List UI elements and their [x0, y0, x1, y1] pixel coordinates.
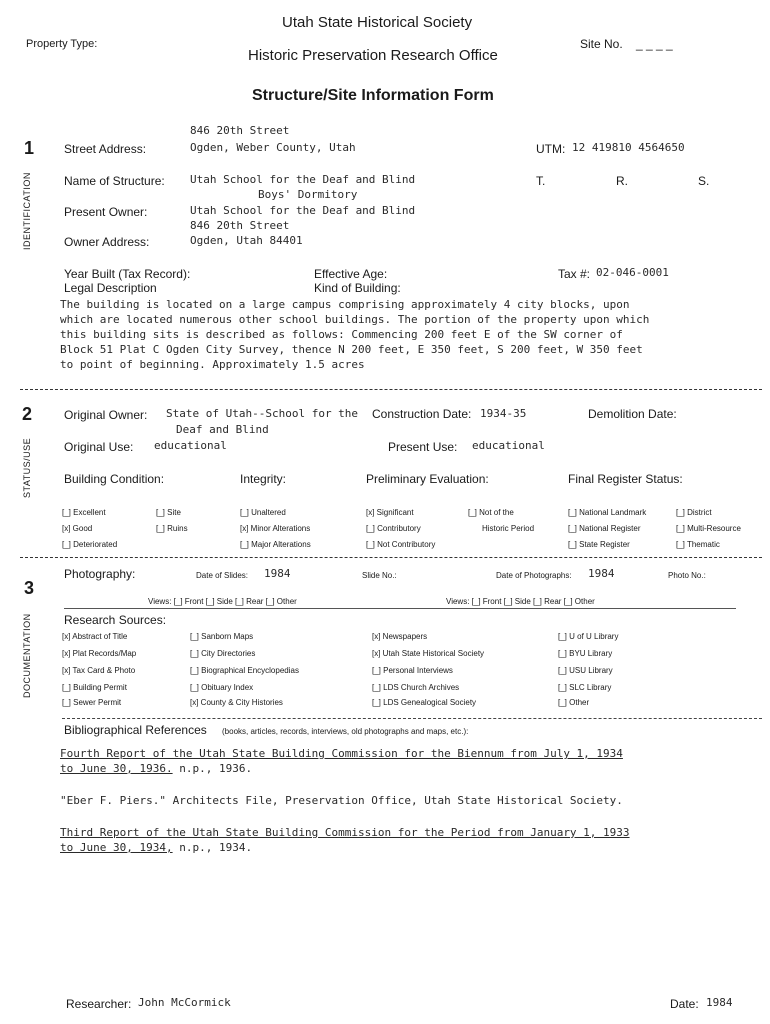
source-option[interactable]: [x] County & City Histories — [190, 698, 283, 707]
effective-age-label: Effective Age: — [314, 267, 388, 281]
preliminary-evaluation-label: Preliminary Evaluation: — [366, 472, 489, 486]
legal-line: this building sits is described as follows: Commencing 200 feet E of the SW corner of — [60, 328, 623, 341]
reference-3-title-cont: to June 30, 1934, — [60, 841, 173, 854]
final-register-label: Final Register Status: — [568, 472, 683, 486]
site-no-label: Site No. — [580, 37, 623, 51]
date-label: Date: — [670, 997, 699, 1011]
source-option[interactable]: [_] Personal Interviews — [372, 666, 453, 675]
condition-option[interactable]: [_] Excellent — [62, 508, 106, 517]
owner-address-value: Ogden, Utah 84401 — [190, 234, 303, 247]
evaluation-option[interactable]: [_] Not of the — [468, 508, 514, 517]
reference-1-title: Fourth Report of the Utah State Building Commission for the Biennum from July 1, 1934 — [60, 747, 623, 760]
integrity-label: Integrity: — [240, 472, 287, 486]
source-option[interactable]: [x] Plat Records/Map — [62, 649, 137, 658]
final-status-option[interactable]: [_] State Register — [568, 540, 630, 549]
kind-of-building-label: Kind of Building: — [314, 281, 401, 295]
sources-divider — [62, 718, 762, 719]
condition-option[interactable]: [_] Deteriorated — [62, 540, 118, 549]
name-of-structure-line2: Boys' Dormitory — [258, 188, 358, 201]
reference-3-line2 — [60, 840, 630, 855]
reference-1-line2 — [60, 761, 623, 776]
date-of-photographs-value: 1984 — [588, 567, 615, 580]
condition-option[interactable]: [_] Ruins — [156, 524, 188, 533]
source-option[interactable]: [_] Building Permit — [62, 683, 127, 692]
source-option[interactable]: [x] Abstract of Title — [62, 632, 128, 641]
source-option[interactable]: [_] Sewer Permit — [62, 698, 122, 707]
construction-date-value: 1934-35 — [480, 407, 527, 420]
integrity-option[interactable]: [x] Minor Alterations — [240, 524, 311, 533]
section-2-label: STATUS/USE — [22, 437, 32, 498]
legal-description-text — [60, 297, 649, 372]
street-address-line1: 846 20th Street — [190, 124, 290, 137]
condition-option[interactable]: [_] Site — [156, 508, 181, 517]
date-of-slides-label: Date of Slides: — [196, 571, 249, 580]
integrity-option[interactable]: [_] Major Alterations — [240, 540, 311, 549]
street-address-line2: Ogden, Weber County, Utah — [190, 141, 356, 154]
photography-label: Photography: — [64, 567, 136, 581]
section-2-number: 2 — [22, 404, 33, 424]
legal-line: The building is located on a large campus comprising approximately 4 city blocks, upon — [60, 298, 630, 311]
source-option[interactable]: [x] Utah State Historical Society — [372, 649, 485, 658]
condition-option[interactable]: [x] Good — [62, 524, 93, 533]
views-underline — [64, 608, 736, 609]
legal-line: to point of beginning. Approximately 1.5 acres — [60, 358, 365, 371]
site-no-value: _ _ _ _ — [636, 37, 673, 51]
evaluation-option[interactable]: [_] Contributory — [366, 524, 421, 533]
evaluation-option[interactable]: [x] Significant — [366, 508, 414, 517]
reference-1 — [60, 746, 623, 776]
present-owner-label: Present Owner: — [64, 205, 148, 219]
final-status-option[interactable]: [_] Multi-Resource — [676, 524, 741, 533]
legal-description-label: Legal Description — [64, 281, 157, 295]
researcher-label: Researcher: — [66, 997, 132, 1011]
source-option[interactable]: [_] Biographical Encyclopedias — [190, 666, 299, 675]
name-of-structure-line1: Utah School for the Deaf and Blind — [190, 173, 416, 186]
researcher-value: John McCormick — [138, 996, 231, 1009]
property-type-label: Property Type: — [26, 38, 98, 50]
source-option[interactable]: [_] BYU Library — [558, 649, 613, 658]
reference-3-pub: n.p., 1934. — [179, 841, 253, 854]
original-use-label: Original Use: — [64, 440, 134, 454]
s-label: S. — [698, 174, 710, 188]
legal-line: Block 51 Plat C Ogden City Survey, thence N 200 feet, E 350 feet, S 200 feet, W 350 feet — [60, 343, 643, 356]
source-option[interactable]: [_] LDS Church Archives — [372, 683, 460, 692]
evaluation-note: Historic Period — [482, 524, 535, 533]
original-owner-label: Original Owner: — [64, 408, 148, 422]
source-option[interactable]: [_] City Directories — [190, 649, 256, 658]
section-1-label: IDENTIFICATION — [22, 172, 32, 250]
reference-3-title: Third Report of the Utah State Building Commission for the Period from January 1, 1933 — [60, 826, 630, 839]
source-option[interactable]: [_] Sanborn Maps — [190, 632, 254, 641]
name-of-structure-label: Name of Structure: — [64, 174, 165, 188]
owner-address-label: Owner Address: — [64, 235, 150, 249]
photo-no-label: Photo No.: — [668, 571, 706, 580]
bibliographical-references-note: (books, articles, records, interviews, old photographs and maps, etc.): — [222, 727, 469, 736]
construction-date-label: Construction Date: — [372, 407, 472, 421]
present-use-label: Present Use: — [388, 440, 458, 454]
research-sources-label: Research Sources: — [64, 613, 167, 627]
present-owner-line1: Utah School for the Deaf and Blind — [190, 204, 416, 217]
reference-1-title-cont: to June 30, 1936. — [60, 762, 173, 775]
bibliographical-references-label: Bibliographical References — [64, 723, 207, 737]
street-address-label: Street Address: — [64, 142, 147, 156]
section-3-label: DOCUMENTATION — [22, 613, 32, 698]
present-owner-line2: 846 20th Street — [190, 219, 290, 232]
date-of-photographs-label: Date of Photographs: — [496, 571, 572, 580]
utm-value: 12 419810 4564650 — [572, 141, 685, 154]
reference-1-pub: n.p., 1936. — [179, 762, 253, 775]
source-option[interactable]: [_] Other — [558, 698, 590, 707]
reference-3 — [60, 825, 630, 855]
org-name: Utah State Historical Society — [282, 14, 473, 31]
demolition-date-label: Demolition Date: — [588, 407, 677, 421]
tax-label: Tax #: — [558, 267, 591, 281]
building-condition-label: Building Condition: — [64, 472, 165, 486]
final-status-option[interactable]: [_] National Landmark — [568, 508, 647, 517]
source-option[interactable]: [_] SLC Library — [558, 683, 612, 692]
evaluation-option[interactable]: [_] Not Contributory — [366, 540, 436, 549]
source-option[interactable]: [_] Obituary Index — [190, 683, 254, 692]
date-of-slides-value: 1984 — [264, 567, 291, 580]
form-title: Structure/Site Information Form — [252, 87, 494, 104]
source-option[interactable]: [_] LDS Genealogical Society — [372, 698, 477, 707]
integrity-option[interactable]: [_] Unaltered — [240, 508, 286, 517]
slide-no-label: Slide No.: — [362, 571, 397, 580]
section-divider — [20, 557, 762, 558]
date-value: 1984 — [706, 996, 733, 1009]
section-3-number: 3 — [24, 578, 35, 598]
utm-label: UTM: — [536, 142, 566, 156]
final-status-option[interactable]: [_] National Register — [568, 524, 641, 533]
present-use-value: educational — [472, 439, 545, 452]
source-option[interactable]: [x] Tax Card & Photo — [62, 666, 136, 675]
section-1-number: 1 — [24, 138, 35, 158]
original-use-value: educational — [154, 439, 227, 452]
reference-2: "Eber F. Piers." Architects File, Preservation Office, Utah State Historical Society. — [60, 794, 623, 807]
photo-views[interactable]: Views: [_] Front [_] Side [_] Rear [_] Other — [446, 597, 595, 606]
legal-line: which are located numerous other school buildings. The portion of the property upon which — [60, 313, 650, 326]
year-built-label: Year Built (Tax Record): — [64, 267, 191, 281]
original-owner-line1: State of Utah--School for the — [166, 407, 359, 420]
slide-views[interactable]: Views: [_] Front [_] Side [_] Rear [_] Other — [148, 597, 297, 606]
source-option[interactable]: [_] USU Library — [558, 666, 613, 675]
source-option[interactable]: [x] Newspapers — [372, 632, 428, 641]
original-owner-line2: Deaf and Blind — [176, 423, 269, 436]
source-option[interactable]: [_] U of U Library — [558, 632, 619, 641]
tax-value: 02-046-0001 — [596, 266, 669, 279]
r-label: R. — [616, 174, 628, 188]
final-status-option[interactable]: [_] Thematic — [676, 540, 720, 549]
t-label: T. — [536, 174, 546, 188]
office-name: Historic Preservation Research Office — [248, 47, 498, 64]
final-status-option[interactable]: [_] District — [676, 508, 712, 517]
section-divider — [20, 389, 762, 390]
